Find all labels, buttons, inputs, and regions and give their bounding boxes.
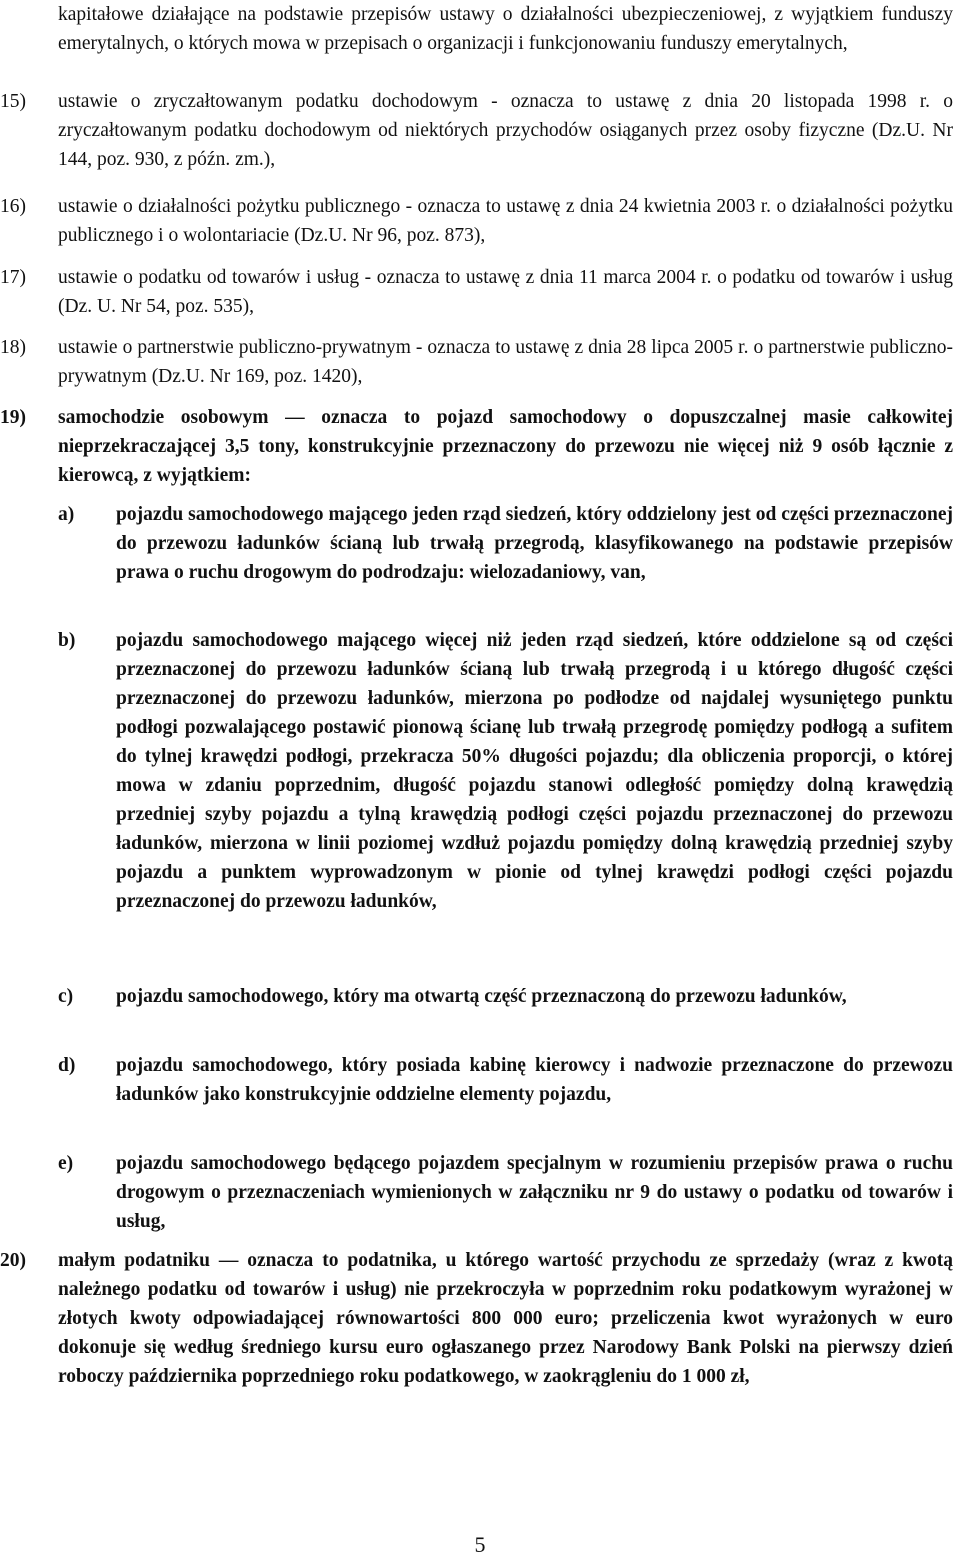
item-number: 17): [0, 267, 26, 288]
sub-item-text: pojazdu samochodowego mającego więcej niż jeden rząd siedzeń, które oddzielone są od części przeznaczonej do przewozu ładunków ścianą lub trwałą przegrodą i u którego długość części przeznaczonej do przewozu ładunków, mierzona po podłodze od najdalej wysuniętego punktu podłogi pozwalającego postawić pionową ścianę lub trwałą przegrodę pomiędzy podłogą a sufitem do tylnej krawędzi podłogi, przekracza 50% długości pojazdu; dla obliczenia proporcji, o której mowa w zdaniu poprzednim, długość pojazdu stanowi odległość pomiędzy dolną krawędzią przedniej szyby pojazdu a tylną krawędzią podłogi części pojazdu przeznaczonej do przewozu ładunków, mierzona w linii poziomej wzdłuż pojazdu pomiędzy dolną krawędzią przedniej szyby pojazdu a punktem wyprowadzonym w pionie od tylnej krawędzi podłogi części pojazdu przeznaczonej do przewozu ładunków,: [116, 630, 953, 912]
sub-item-letter: e): [58, 1153, 74, 1174]
sub-item-text: pojazdu samochodowego będącego pojazdem specjalnym w rozumieniu przepisów prawa o ruchu drogowym o przeznaczeniach wymienionych w załączniku nr 9 do ustawy o podatku od towarów i usług,: [116, 1153, 953, 1232]
sub-item-letter: d): [58, 1055, 76, 1076]
item-text: samochodzie osobowym — oznacza to pojazd samochodowy o dopuszczalnej masie całkowitej nieprzekraczającej 3,5 tony, konstrukcyjnie przeznaczony do przewozu nie więcej niż 9 osób łącznie z kierowcą, z wyjątkiem:: [58, 407, 953, 486]
sub-item-text: pojazdu samochodowego mającego jeden rząd siedzeń, który oddzielony jest od części przeznaczonej do przewozu ładunków ścianą lub trwałą przegrodą, klasyfikowanego na podstawie przepisów prawa o ruchu drogowym do podrodzaju: wielozadaniowy, van,: [116, 504, 953, 583]
item-text: ustawie o zryczałtowanym podatku dochodowym - oznacza to ustawę z dnia 20 listopada 1998 r. o zryczałtowanym podatku dochodowym od niektórych przychodów osiąganych przez osoby fizyczne (Dz.U. Nr 144, poz. 930, z późn. zm.),: [58, 91, 953, 170]
item-number: 15): [0, 91, 26, 112]
sub-item-text: pojazdu samochodowego, który posiada kabinę kierowcy i nadwozie przeznaczone do przewozu ładunków jako konstrukcyjnie oddzielne elementy pojazdu,: [116, 1055, 953, 1105]
sub-item-letter: a): [58, 504, 75, 525]
item-number: 18): [0, 337, 26, 358]
item-number: 19): [0, 407, 26, 428]
item-text: małym podatniku — oznacza to podatnika, u którego wartość przychodu ze sprzedaży (wraz z kwotą należnego podatku od towarów i usług) nie przekroczyła w poprzednim roku podatkowym wyrażonej w złotych kwoty odpowiadającej równowartości 800 000 euro; przeliczenia kwot wyrażonych w euro dokonuje się według średniego kursu euro ogłaszanego przez Narodowy Bank Polski na pierwszy dzień roboczy października poprzedniego roku podatkowego, w zaokrągleniu do 1 000 zł,: [58, 1250, 953, 1387]
item-text: ustawie o podatku od towarów i usług - oznacza to ustawę z dnia 11 marca 2004 r. o podatku od towarów i usług (Dz. U. Nr 54, poz. 535),: [58, 267, 953, 317]
item-text: ustawie o partnerstwie publiczno-prywatnym - oznacza to ustawę z dnia 28 lipca 2005 r. o partnerstwie publiczno-prywatnym (Dz.U. Nr 169, poz. 1420),: [58, 337, 953, 387]
sub-item-letter: c): [58, 986, 74, 1007]
item-number: 20): [0, 1250, 26, 1271]
item-number: 16): [0, 196, 26, 217]
intro-paragraph: kapitałowe działające na podstawie przepisów ustawy o działalności ubezpieczeniowej, z wyjątkiem funduszy emerytalnych, o których mowa w przepisach o organizacji i funkcjonowaniu funduszy emerytalnych,: [58, 4, 953, 54]
page-number: 5: [474, 1532, 486, 1557]
sub-item-letter: b): [58, 630, 76, 651]
item-text: ustawie o działalności pożytku publicznego - oznacza to ustawę z dnia 24 kwietnia 2003 r. o działalności pożytku publicznego i o wolontariacie (Dz.U. Nr 96, poz. 873),: [58, 196, 953, 246]
sub-item-text: pojazdu samochodowego, który ma otwartą część przeznaczoną do przewozu ładunków,: [116, 986, 847, 1007]
